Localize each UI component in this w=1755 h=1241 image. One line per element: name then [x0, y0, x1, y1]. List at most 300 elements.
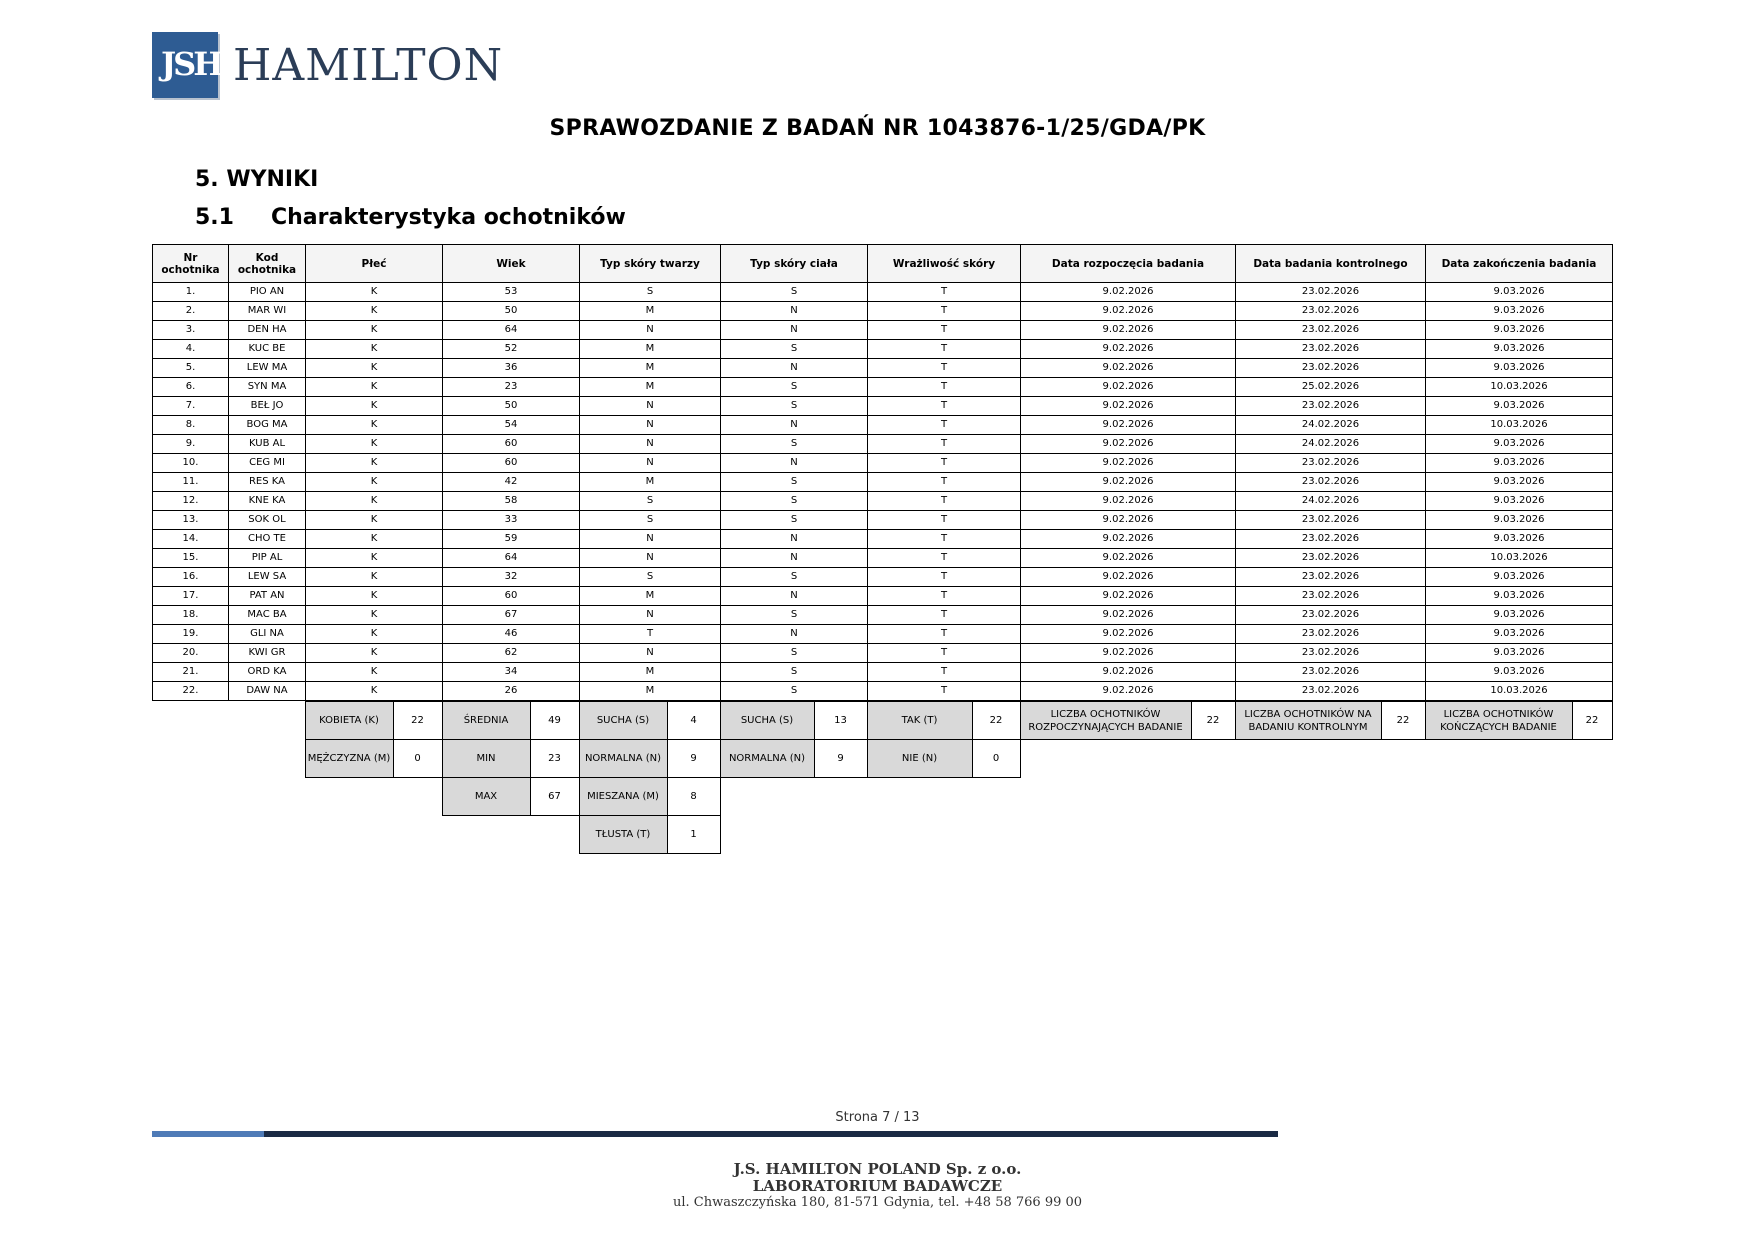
table-cell: T — [868, 663, 1021, 682]
table-cell: 10.03.2026 — [1426, 378, 1613, 397]
start-count-value: 22 — [1191, 702, 1235, 740]
table-cell: T — [868, 473, 1021, 492]
table-cell: 7. — [153, 397, 229, 416]
table-cell: 13. — [153, 511, 229, 530]
table-cell: 9. — [153, 435, 229, 454]
table-cell: N — [580, 644, 721, 663]
summary-row — [152, 740, 1612, 778]
table-row — [153, 568, 1613, 587]
table-cell: 9.02.2026 — [1021, 416, 1236, 435]
table-cell: GLI NA — [229, 625, 306, 644]
table-cell: 9.03.2026 — [1426, 530, 1613, 549]
table-cell: N — [580, 321, 721, 340]
table-cell: 60 — [443, 435, 580, 454]
table-cell: 46 — [443, 625, 580, 644]
age-min-label: MIN — [442, 740, 530, 778]
table-cell: T — [868, 530, 1021, 549]
table-cell: N — [721, 359, 868, 378]
table-cell: 9.02.2026 — [1021, 644, 1236, 663]
table-cell: 9.03.2026 — [1426, 340, 1613, 359]
table-cell: T — [868, 625, 1021, 644]
table-cell: 9.02.2026 — [1021, 587, 1236, 606]
table-cell: N — [721, 549, 868, 568]
table-cell: N — [580, 416, 721, 435]
table-cell: S — [721, 606, 868, 625]
table-cell: M — [580, 663, 721, 682]
column-header: Data badania kontrolnego — [1236, 245, 1426, 283]
table-cell: 8. — [153, 416, 229, 435]
table-cell: 24.02.2026 — [1236, 416, 1426, 435]
table-row — [153, 511, 1613, 530]
table-cell: T — [868, 283, 1021, 302]
table-cell: 9.02.2026 — [1021, 340, 1236, 359]
table-cell: 23.02.2026 — [1236, 283, 1426, 302]
table-cell: M — [580, 682, 721, 701]
table-cell: 53 — [443, 283, 580, 302]
table-cell: MAC BA — [229, 606, 306, 625]
table-cell: S — [721, 435, 868, 454]
table-cell: 23.02.2026 — [1236, 663, 1426, 682]
table-row — [153, 530, 1613, 549]
table-cell: 23.02.2026 — [1236, 606, 1426, 625]
control-count-value: 22 — [1381, 702, 1425, 740]
footer-divider — [152, 1131, 1278, 1137]
table-cell: T — [868, 644, 1021, 663]
table-cell: ORD KA — [229, 663, 306, 682]
table-cell: S — [721, 511, 868, 530]
table-row — [153, 682, 1613, 701]
table-cell: S — [580, 511, 721, 530]
table-cell: K — [306, 321, 443, 340]
table-cell: 9.02.2026 — [1021, 682, 1236, 701]
table-cell: K — [306, 682, 443, 701]
table-cell: 9.03.2026 — [1426, 644, 1613, 663]
table-row — [153, 378, 1613, 397]
table-cell: 9.02.2026 — [1021, 454, 1236, 473]
table-cell: 9.02.2026 — [1021, 606, 1236, 625]
table-cell: T — [868, 321, 1021, 340]
table-row — [153, 625, 1613, 644]
table-row — [153, 663, 1613, 682]
table-cell: K — [306, 511, 443, 530]
table-cell: 9.02.2026 — [1021, 492, 1236, 511]
table-row — [153, 549, 1613, 568]
table-cell: T — [868, 682, 1021, 701]
table-cell: DAW NA — [229, 682, 306, 701]
table-cell: 9.02.2026 — [1021, 397, 1236, 416]
table-cell: S — [580, 568, 721, 587]
table-cell: 23.02.2026 — [1236, 397, 1426, 416]
column-header: Typ skóry twarzy — [580, 245, 721, 283]
table-cell: 9.03.2026 — [1426, 663, 1613, 682]
table-row — [153, 283, 1613, 302]
table-cell: 21. — [153, 663, 229, 682]
table-cell: T — [868, 416, 1021, 435]
table-row — [153, 473, 1613, 492]
table-cell: K — [306, 530, 443, 549]
table-cell: T — [868, 549, 1021, 568]
control-count-label: LICZBA OCHOTNIKÓW NA BADANIU KONTROLNYM — [1235, 702, 1381, 740]
table-cell: 6. — [153, 378, 229, 397]
age-mean-value: 49 — [530, 702, 579, 740]
table-row — [153, 397, 1613, 416]
table-cell: 67 — [443, 606, 580, 625]
footer-address: ul. Chwaszczyńska 180, 81-571 Gdynia, tel. +48 58 766 99 00 — [672, 1195, 1083, 1210]
table-cell: SYN MA — [229, 378, 306, 397]
table-cell: 9.03.2026 — [1426, 454, 1613, 473]
table-cell: RES KA — [229, 473, 306, 492]
table-row — [153, 644, 1613, 663]
table-cell: 23.02.2026 — [1236, 511, 1426, 530]
table-cell: T — [868, 435, 1021, 454]
table-cell: T — [868, 359, 1021, 378]
sensitive-yes-label: TAK (T) — [867, 702, 972, 740]
face-dry-value: 4 — [667, 702, 720, 740]
table-cell: T — [868, 397, 1021, 416]
table-cell: 9.03.2026 — [1426, 435, 1613, 454]
table-cell: 23.02.2026 — [1236, 473, 1426, 492]
table-cell: 16. — [153, 568, 229, 587]
table-cell: T — [868, 568, 1021, 587]
table-cell: M — [580, 587, 721, 606]
table-cell: K — [306, 340, 443, 359]
table-cell: 4. — [153, 340, 229, 359]
table-cell: N — [580, 435, 721, 454]
table-cell: 9.02.2026 — [1021, 302, 1236, 321]
end-count-label: LICZBA OCHOTNIKÓW KOŃCZĄCYCH BADANIE — [1425, 702, 1572, 740]
table-cell: 23.02.2026 — [1236, 682, 1426, 701]
footer-lab: LABORATORIUM BADAWCZE — [752, 1177, 1003, 1195]
table-cell: M — [580, 340, 721, 359]
table-cell: 64 — [443, 321, 580, 340]
sex-male-value: 0 — [393, 740, 442, 778]
table-row — [153, 606, 1613, 625]
table-cell: SOK OL — [229, 511, 306, 530]
table-cell: 50 — [443, 302, 580, 321]
table-cell: 9.03.2026 — [1426, 606, 1613, 625]
table-cell: CHO TE — [229, 530, 306, 549]
table-cell: 9.02.2026 — [1021, 283, 1236, 302]
table-cell: DEN HA — [229, 321, 306, 340]
table-cell: 23.02.2026 — [1236, 568, 1426, 587]
age-max-value: 67 — [530, 778, 579, 816]
table-cell: T — [580, 625, 721, 644]
table-cell: N — [721, 416, 868, 435]
column-header: Płeć — [306, 245, 443, 283]
logo-mark-text: JSH — [161, 45, 221, 83]
column-header: Kod ochotnika — [229, 245, 306, 283]
table-cell: S — [580, 283, 721, 302]
table-cell: 23.02.2026 — [1236, 340, 1426, 359]
sensitive-no-label: NIE (N) — [867, 740, 972, 778]
table-cell: K — [306, 473, 443, 492]
table-cell: K — [306, 416, 443, 435]
table-cell: 60 — [443, 587, 580, 606]
table-cell: S — [721, 340, 868, 359]
table-cell: 9.03.2026 — [1426, 283, 1613, 302]
table-cell: K — [306, 663, 443, 682]
table-cell: K — [306, 606, 443, 625]
table-cell: K — [306, 378, 443, 397]
body-dry-value: 13 — [814, 702, 867, 740]
table-cell: N — [580, 549, 721, 568]
face-mixed-value: 8 — [667, 778, 720, 816]
table-cell: 59 — [443, 530, 580, 549]
table-cell: 42 — [443, 473, 580, 492]
table-cell: 9.03.2026 — [1426, 587, 1613, 606]
table-cell: 62 — [443, 644, 580, 663]
table-cell: LEW MA — [229, 359, 306, 378]
table-cell: KWI GR — [229, 644, 306, 663]
table-cell: S — [721, 682, 868, 701]
table-cell: CEG MI — [229, 454, 306, 473]
table-cell: 5. — [153, 359, 229, 378]
table-row — [153, 454, 1613, 473]
table-row — [153, 359, 1613, 378]
section-heading-volunteers — [195, 205, 626, 230]
face-dry-label: SUCHA (S) — [579, 702, 667, 740]
column-header: Wiek — [443, 245, 580, 283]
table-cell: 9.03.2026 — [1426, 321, 1613, 340]
face-mixed-label: MIESZANA (M) — [579, 778, 667, 816]
table-cell: 32 — [443, 568, 580, 587]
table-cell: N — [721, 587, 868, 606]
company-logo — [152, 32, 503, 98]
table-cell: 9.02.2026 — [1021, 359, 1236, 378]
table-cell: T — [868, 340, 1021, 359]
table-cell: PAT AN — [229, 587, 306, 606]
table-cell: N — [721, 454, 868, 473]
summary-row — [152, 816, 1612, 854]
volunteers-table — [152, 244, 1613, 701]
table-cell: 9.02.2026 — [1021, 511, 1236, 530]
table-cell: 23.02.2026 — [1236, 587, 1426, 606]
table-cell: 9.03.2026 — [1426, 511, 1613, 530]
table-cell: 18. — [153, 606, 229, 625]
table-cell: N — [721, 321, 868, 340]
table-cell: 9.03.2026 — [1426, 302, 1613, 321]
body-normal-label: NORMALNA (N) — [720, 740, 814, 778]
table-cell: 64 — [443, 549, 580, 568]
start-count-label: LICZBA OCHOTNIKÓW ROZPOCZYNAJĄCYCH BADANIE — [1020, 702, 1191, 740]
table-row — [153, 340, 1613, 359]
table-cell: 23.02.2026 — [1236, 530, 1426, 549]
table-cell: T — [868, 606, 1021, 625]
column-header: Nr ochotnika — [153, 245, 229, 283]
table-cell: KUC BE — [229, 340, 306, 359]
document-title: SPRAWOZDANIE Z BADAŃ NR 1043876-1/25/GDA/PK — [549, 116, 1206, 141]
table-cell: 10.03.2026 — [1426, 682, 1613, 701]
table-cell: 9.02.2026 — [1021, 378, 1236, 397]
table-cell: 22. — [153, 682, 229, 701]
table-cell: K — [306, 587, 443, 606]
table-cell: 23.02.2026 — [1236, 549, 1426, 568]
table-cell: T — [868, 454, 1021, 473]
sex-female-label: KOBIETA (K) — [305, 702, 393, 740]
table-cell: S — [721, 492, 868, 511]
table-cell: 36 — [443, 359, 580, 378]
table-cell: 11. — [153, 473, 229, 492]
table-cell: 9.02.2026 — [1021, 530, 1236, 549]
table-cell: N — [721, 625, 868, 644]
table-cell: K — [306, 435, 443, 454]
summary-row — [152, 778, 1612, 816]
table-cell: 9.02.2026 — [1021, 663, 1236, 682]
table-cell: 3. — [153, 321, 229, 340]
table-cell: 34 — [443, 663, 580, 682]
page-number: Strona 7 / 13 — [835, 1110, 920, 1125]
table-row — [153, 435, 1613, 454]
column-header: Typ skóry ciała — [721, 245, 868, 283]
age-mean-label: ŚREDNIA — [442, 702, 530, 740]
table-cell: 58 — [443, 492, 580, 511]
table-cell: 23.02.2026 — [1236, 302, 1426, 321]
table-cell: 9.03.2026 — [1426, 492, 1613, 511]
summary-table — [152, 701, 1613, 854]
column-header: Data zakończenia badania — [1426, 245, 1613, 283]
table-cell: S — [580, 492, 721, 511]
table-cell: K — [306, 283, 443, 302]
table-cell: KNE KA — [229, 492, 306, 511]
body-normal-value: 9 — [814, 740, 867, 778]
table-cell: K — [306, 397, 443, 416]
table-cell: 33 — [443, 511, 580, 530]
age-max-label: MAX — [442, 778, 530, 816]
table-row — [153, 492, 1613, 511]
table-cell: S — [721, 473, 868, 492]
table-cell: K — [306, 454, 443, 473]
table-cell: 2. — [153, 302, 229, 321]
table-cell: 1. — [153, 283, 229, 302]
table-cell: 20. — [153, 644, 229, 663]
table-cell: S — [721, 378, 868, 397]
table-cell: KUB AL — [229, 435, 306, 454]
table-cell: M — [580, 359, 721, 378]
table-cell: N — [580, 454, 721, 473]
face-normal-value: 9 — [667, 740, 720, 778]
table-cell: 9.02.2026 — [1021, 625, 1236, 644]
table-cell: 54 — [443, 416, 580, 435]
footer-company: J.S. HAMILTON POLAND Sp. z o.o. — [733, 1160, 1022, 1178]
table-cell: 14. — [153, 530, 229, 549]
section-title: Charakterystyka ochotników — [271, 205, 626, 230]
table-row — [153, 321, 1613, 340]
table-cell: K — [306, 359, 443, 378]
table-cell: K — [306, 568, 443, 587]
body-dry-label: SUCHA (S) — [720, 702, 814, 740]
face-oily-label: TŁUSTA (T) — [579, 816, 667, 854]
table-cell: 9.03.2026 — [1426, 625, 1613, 644]
end-count-value: 22 — [1572, 702, 1612, 740]
table-body — [153, 283, 1613, 701]
table-cell: 9.02.2026 — [1021, 473, 1236, 492]
section-number: 5.1 — [195, 205, 234, 230]
sensitive-no-value: 0 — [972, 740, 1020, 778]
column-header: Wrażliwość skóry — [868, 245, 1021, 283]
table-cell: 10. — [153, 454, 229, 473]
table-cell: 10.03.2026 — [1426, 549, 1613, 568]
table-cell: 9.03.2026 — [1426, 568, 1613, 587]
table-cell: T — [868, 587, 1021, 606]
table-row — [153, 416, 1613, 435]
table-cell: MAR WI — [229, 302, 306, 321]
section-heading-results: 5. WYNIKI — [195, 167, 319, 192]
table-cell: 17. — [153, 587, 229, 606]
logo-text: HAMILTON — [233, 39, 504, 91]
table-cell: S — [721, 644, 868, 663]
face-oily-value: 1 — [667, 816, 720, 854]
column-header: Data rozpoczęcia badania — [1021, 245, 1236, 283]
table-cell: N — [721, 302, 868, 321]
table-cell: 26 — [443, 682, 580, 701]
table-cell: K — [306, 625, 443, 644]
table-cell: T — [868, 302, 1021, 321]
age-min-value: 23 — [530, 740, 579, 778]
table-cell: S — [721, 283, 868, 302]
footer-divider-accent — [152, 1131, 264, 1137]
table-cell: N — [580, 530, 721, 549]
table-cell: PIO AN — [229, 283, 306, 302]
logo-mark — [152, 32, 221, 98]
table-cell: T — [868, 492, 1021, 511]
sex-female-value: 22 — [393, 702, 442, 740]
table-cell: 9.03.2026 — [1426, 359, 1613, 378]
summary-row — [152, 702, 1612, 740]
table-cell: 9.03.2026 — [1426, 473, 1613, 492]
table-cell: T — [868, 511, 1021, 530]
table-cell: 25.02.2026 — [1236, 378, 1426, 397]
table-cell: PIP AL — [229, 549, 306, 568]
table-cell: 23.02.2026 — [1236, 625, 1426, 644]
table-cell: 10.03.2026 — [1426, 416, 1613, 435]
table-cell: T — [868, 378, 1021, 397]
table-cell: S — [721, 397, 868, 416]
table-cell: 19. — [153, 625, 229, 644]
table-cell: 52 — [443, 340, 580, 359]
table-cell: 9.02.2026 — [1021, 568, 1236, 587]
table-cell: K — [306, 302, 443, 321]
table-header-row — [153, 245, 1613, 283]
table-cell: 15. — [153, 549, 229, 568]
sex-male-label: MĘŻCZYZNA (M) — [305, 740, 393, 778]
table-cell: 24.02.2026 — [1236, 492, 1426, 511]
table-cell: S — [721, 568, 868, 587]
table-cell: N — [580, 606, 721, 625]
table-cell: K — [306, 492, 443, 511]
table-cell: BEŁ JO — [229, 397, 306, 416]
table-cell: M — [580, 473, 721, 492]
table-cell: 23.02.2026 — [1236, 644, 1426, 663]
table-cell: 12. — [153, 492, 229, 511]
table-cell: K — [306, 549, 443, 568]
table-row — [153, 587, 1613, 606]
table-cell: M — [580, 302, 721, 321]
table-cell: 60 — [443, 454, 580, 473]
table-cell: 9.02.2026 — [1021, 321, 1236, 340]
table-row — [153, 302, 1613, 321]
table-cell: 23 — [443, 378, 580, 397]
table-cell: 23.02.2026 — [1236, 454, 1426, 473]
table-cell: LEW SA — [229, 568, 306, 587]
table-cell: M — [580, 378, 721, 397]
table-cell: 24.02.2026 — [1236, 435, 1426, 454]
table-cell: 23.02.2026 — [1236, 359, 1426, 378]
table-cell: K — [306, 644, 443, 663]
face-normal-label: NORMALNA (N) — [579, 740, 667, 778]
table-cell: BOG MA — [229, 416, 306, 435]
table-cell: N — [580, 397, 721, 416]
table-cell: N — [721, 530, 868, 549]
